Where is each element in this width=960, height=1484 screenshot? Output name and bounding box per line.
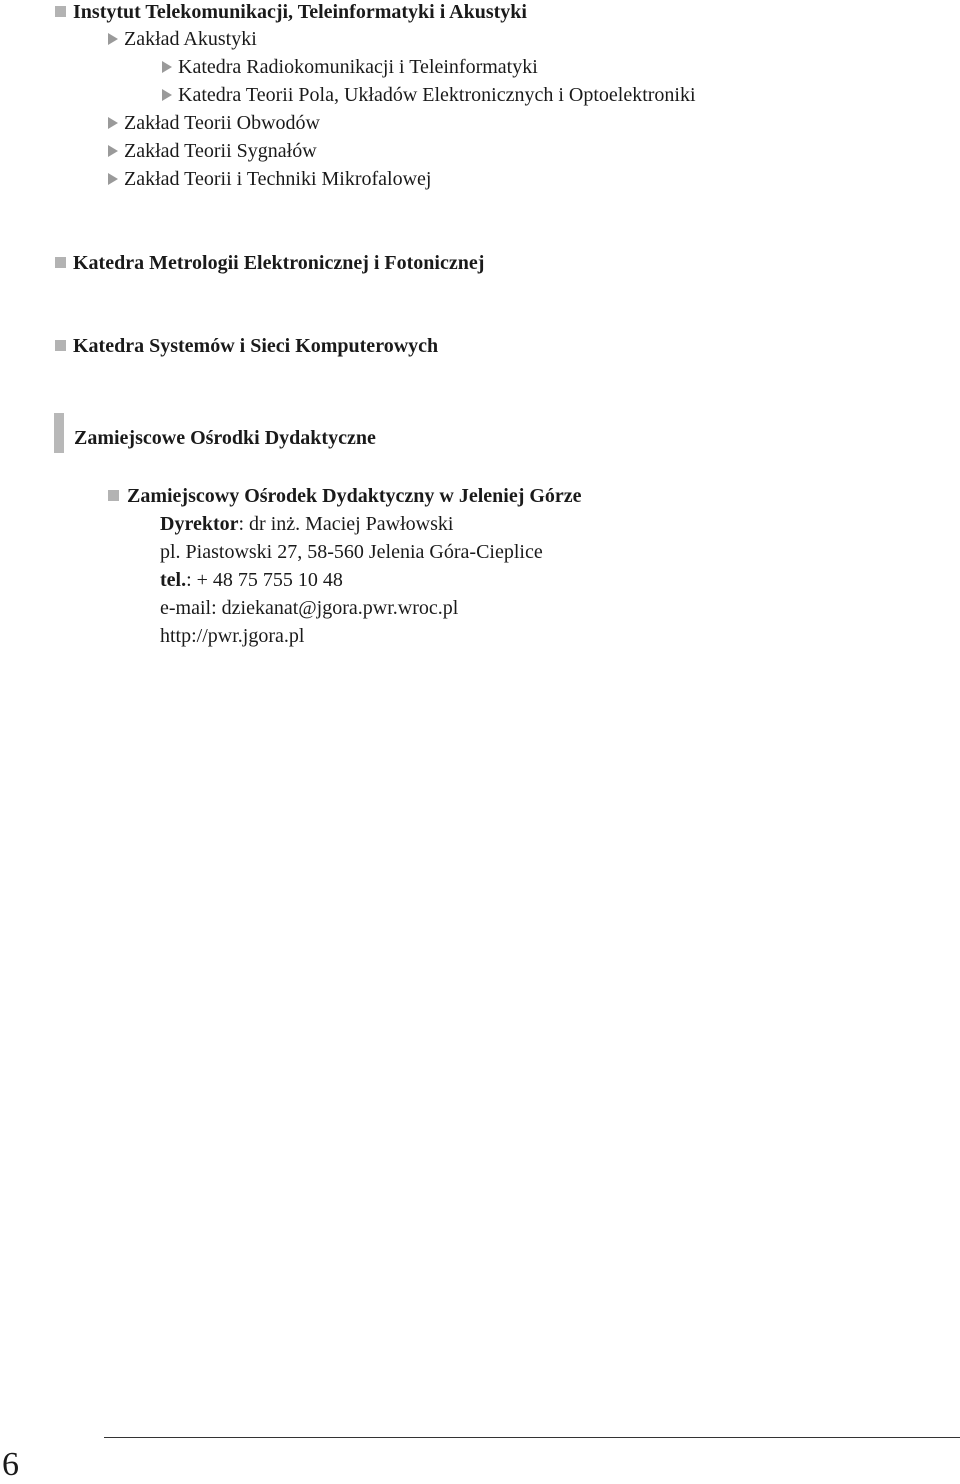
footer-rule [104, 1437, 960, 1438]
phone-label: tel. [160, 569, 187, 591]
chair-heading: Katedra Metrologii Elektronicznej i Fotonicznej [73, 252, 485, 274]
bullet-square-icon [108, 490, 119, 501]
page-number: 6 [2, 1446, 19, 1483]
list-item: Zakład Teorii Obwodów [124, 112, 320, 134]
list-item: Katedra Teorii Pola, Układów Elektronicznych i Optoelektroniki [178, 84, 696, 106]
triangle-bullet-icon [162, 89, 172, 101]
bullet-square-icon [55, 257, 66, 268]
section-marker-bar [54, 413, 64, 453]
section-heading: Zamiejscowe Ośrodki Dydaktyczne [74, 427, 376, 449]
phone-line [160, 568, 343, 592]
director-label: Dyrektor [160, 513, 239, 535]
bullet-square-icon [55, 6, 66, 17]
triangle-bullet-icon [108, 145, 118, 157]
email-line[interactable]: e-mail: dziekanat@jgora.pwr.wroc.pl [160, 597, 459, 619]
list-item: Zakład Teorii i Techniki Mikrofalowej [124, 168, 432, 190]
institute-title: Instytut Telekomunikacji, Teleinformatyki i Akustyki [73, 1, 527, 23]
bullet-square-icon [55, 340, 66, 351]
triangle-bullet-icon [108, 117, 118, 129]
chair-heading: Katedra Systemów i Sieci Komputerowych [73, 335, 439, 357]
director-line [160, 512, 453, 536]
website-link[interactable]: http://pwr.jgora.pl [160, 625, 305, 647]
list-item: Katedra Radiokomunikacji i Teleinformatyki [178, 56, 538, 78]
list-item: Zakład Teorii Sygnałów [124, 140, 317, 162]
triangle-bullet-icon [162, 61, 172, 73]
list-item: Zakład Akustyki [124, 28, 257, 50]
triangle-bullet-icon [108, 33, 118, 45]
director-value: : dr inż. Maciej Pawłowski [238, 513, 454, 535]
address-line: pl. Piastowski 27, 58-560 Jelenia Góra-Cieplice [160, 541, 543, 563]
phone-value: : + 48 75 755 10 48 [186, 569, 343, 591]
triangle-bullet-icon [108, 173, 118, 185]
center-name: Zamiejscowy Ośrodek Dydaktyczny w Jeleniej Górze [127, 485, 582, 507]
